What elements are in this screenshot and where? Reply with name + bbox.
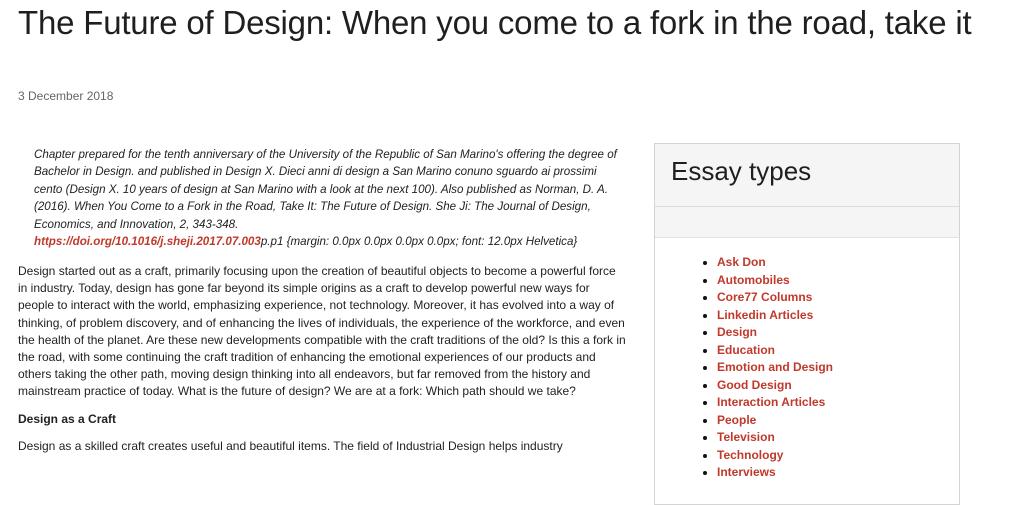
essay-type-link[interactable]: Interaction Articles: [717, 395, 826, 409]
section-heading: Design as a Craft: [18, 411, 117, 426]
list-item: [717, 359, 959, 377]
page-title: The Future of Design: When you come to a fork in the road, take it: [18, 4, 972, 41]
essay-type-link[interactable]: People: [717, 412, 757, 427]
list-item: [717, 412, 959, 430]
essay-type-link[interactable]: Technology: [717, 447, 784, 462]
panel-title: Essay types: [671, 156, 812, 186]
list-item: [717, 272, 959, 290]
doi-link[interactable]: https://doi.org/10.1016/j.sheji.2017.07.003: [34, 235, 261, 249]
essay-type-link[interactable]: Emotion and Design: [717, 360, 834, 374]
essay-type-link[interactable]: Television: [717, 430, 775, 444]
intro-text: Chapter prepared for the tenth anniversary of the University of the Republic of San Marino's offering the degree of Bachelor in Design. and published in Design X. Dieci anni di design a San Marino conuno sguardo ai prossimi cento (Design X. 10 years of design at San Marino with a look at the next 100). Also published as Norman, D. A. (2016). When You Come to a Fork in the Road, Take It: The Future of Design. She Ji: The Journal of Design, Economics, and Innovation, 2, 343-348.: [34, 148, 617, 231]
list-item: [717, 254, 959, 272]
panel-header: [655, 144, 959, 207]
list-item: [717, 289, 959, 307]
essay-type-link[interactable]: Ask Don: [717, 255, 766, 269]
paragraph: Design as a skilled craft creates useful and beautiful items. The field of Industrial Design helps industry: [18, 438, 563, 453]
list-item: [717, 447, 959, 465]
panel-strip: [655, 207, 959, 238]
essay-types-panel: [654, 143, 960, 505]
list-item: [717, 324, 959, 342]
essay-type-link[interactable]: Linkedin Articles: [717, 307, 814, 322]
intro-note: [34, 146, 619, 250]
essay-type-link[interactable]: Automobiles: [717, 272, 790, 287]
essay-type-link[interactable]: Interviews: [717, 465, 776, 479]
list-item: [717, 464, 959, 482]
list-item: [717, 307, 959, 325]
essay-type-link[interactable]: Education: [717, 342, 776, 357]
paragraph: Design started out as a craft, primarily focusing upon the creation of beautiful objects to become a powerful force in industry. Today, design has gone far beyond its simple origins as a craft to develop powerful new ways for people to interact with the world, emphasizing experience, not technology. Moreover, it has evolved into a way of thinking, of problem discovery, and of enhancing the lives of individuals, the experience of the workforce, and even the health of the planet. Are these new developments compatible with the craft traditions of the old? Is this a fork in the road, with some continuing the craft tradition of enhancing the emotional experiences of our products and others taking the other path, moving design thinking into all endeavors, but far removed from the history and mainstream practice of today. What is the future of design? We are at a fork: Which path should we take?: [18, 264, 626, 399]
article-body: [18, 263, 628, 465]
essay-type-link[interactable]: Good Design: [717, 377, 792, 392]
list-item: [717, 377, 959, 395]
essay-type-link[interactable]: Design: [717, 325, 758, 339]
essay-type-link[interactable]: Core77 Columns: [717, 290, 813, 304]
list-item: [717, 342, 959, 360]
list-item: [717, 429, 959, 447]
list-item: [717, 394, 959, 412]
intro-css-residue: p.p1 {margin: 0.0px 0.0px 0.0px 0.0px; font: 12.0px Helvetica}: [260, 235, 578, 249]
publish-date: 3 December 2018: [18, 89, 114, 103]
essay-type-list: [655, 254, 959, 482]
